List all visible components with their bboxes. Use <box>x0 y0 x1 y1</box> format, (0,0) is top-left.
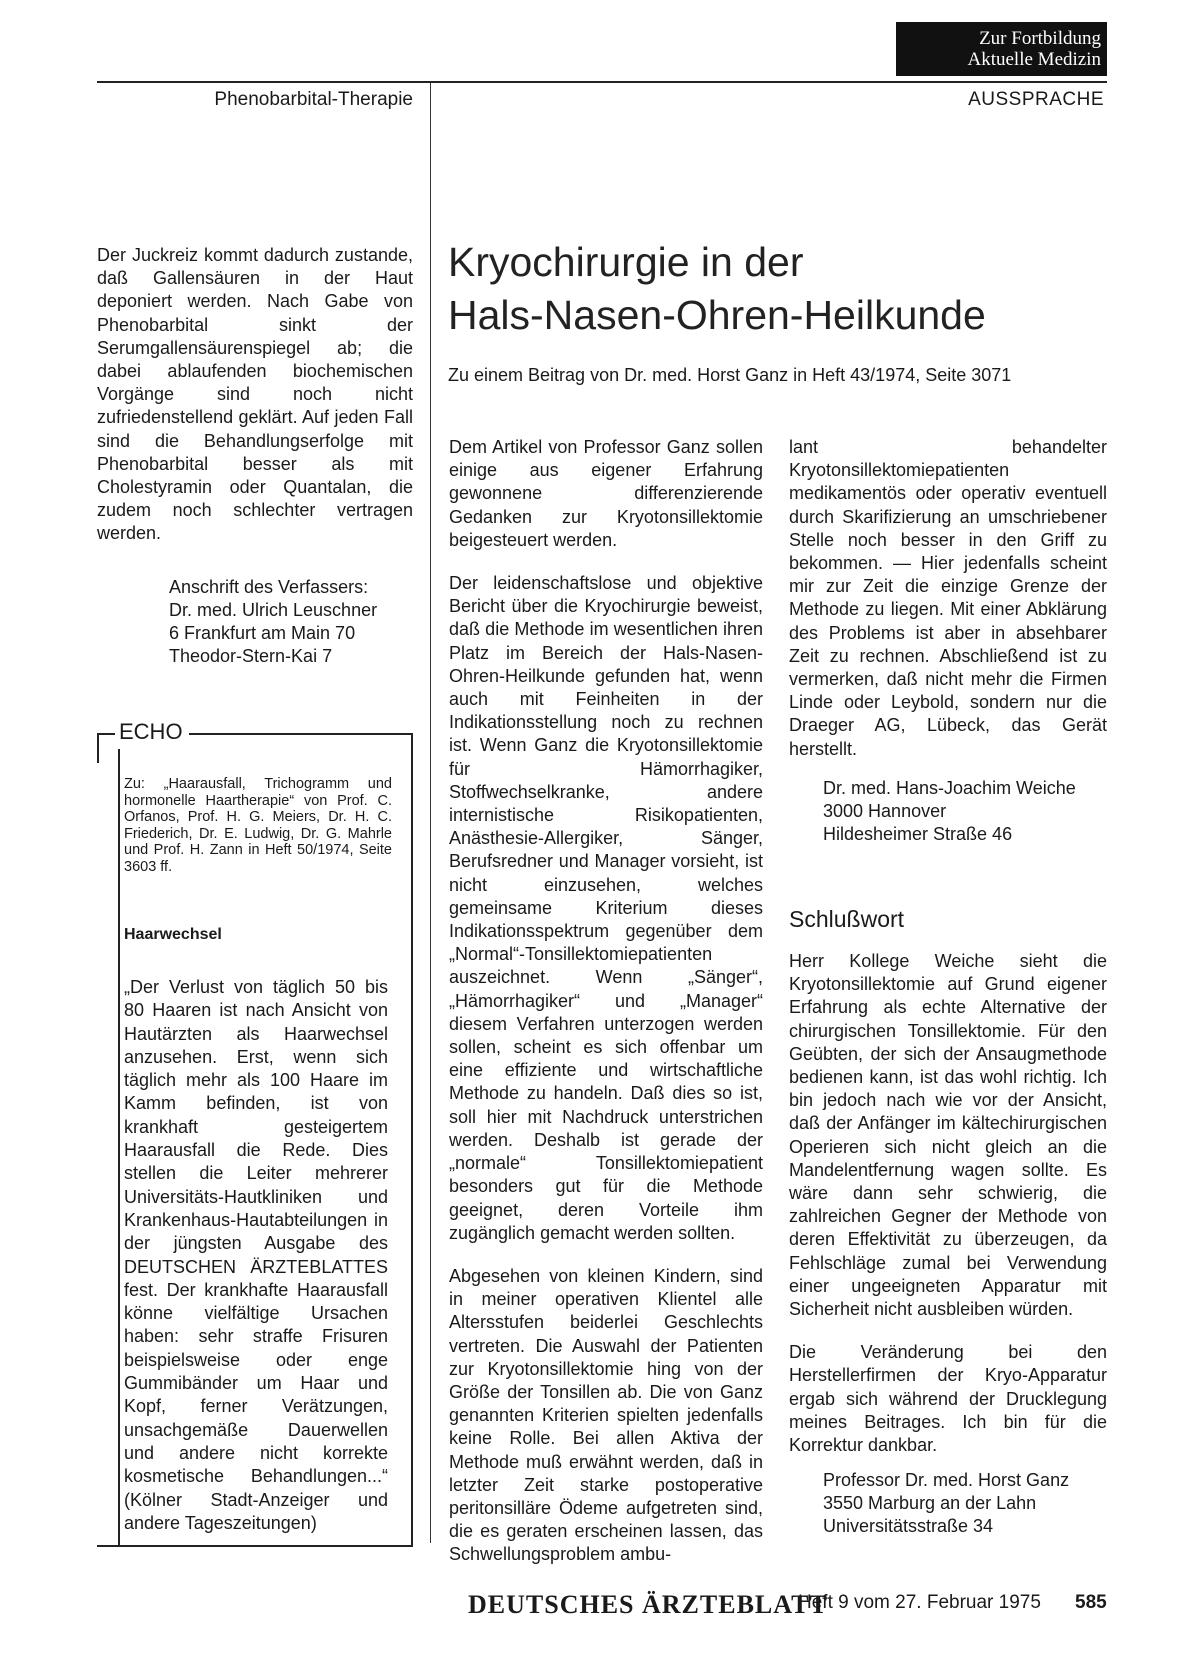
reply-author-address <box>789 777 1107 846</box>
schlusswort-paragraph: Herr Kollege Weiche sieht die Kryotonsillektomie auf Grund eigener Erfahrung als echte Alternative der chirurgischen Tonsillektomie. Für den Geübten, der sich der Ansaugmethode bedienen kann, ist das wohl richtig. Ich bin jedoch nach wie vor der Ansicht, daß der Anfänger im kältechirurgischen Operieren sich nicht gleich an die Mandelentfernung wagen sollte. Es wäre dann sehr schwierig, die zahlreichen Gegner der Methode von deren Effektivität zu überzeugen, da Fehlschläge zumal bei Verwendung einer ungeeigneten Apparatur mit Sicherheit nicht ausbleiben würden. <box>789 951 1107 1320</box>
schlusswort-heading: Schlußwort <box>789 906 905 932</box>
echo-heading: Haarwechsel <box>124 926 222 943</box>
address-line: 6 Frankfurt am Main 70 <box>169 622 356 643</box>
echo-reference: Zu: „Haarausfall, Trichogramm und hormonelle Haartherapie“ von Prof. C. Orfanos, Prof. H. G. Meiers, Dr. H. C. Friederich, Dr. E. Ludwig, Dr. G. Mahrle und Prof. H. Zann in Heft 50/1974, Seite 3603 ff. <box>124 776 392 875</box>
article-paragraph: Dem Artikel von Professor Ganz sollen einige aus eigener Erfahrung gewonnene differenzierende Gedanken zur Kryotonsillektomie beigesteuert werden. <box>449 437 763 550</box>
article-paragraph: lant behandelter Kryotonsillektomiepatienten medikamentös oder operativ eventuell durch Skarifizierung an umschriebener Stelle noch besser in den Griff zu bekommen. — Hier jedenfalls scheint mir zur Zeit die einzige Grenze der Methode zu liegen. Mit einer Abklärung des Problems ist aber in absehbarer Zeit zu rechnen. Abschließend ist zu vermerken, daß nicht mehr die Firmen Linde oder Leybold, sondern nur die Draeger AG, Lübeck, das Gerät herstellt. <box>789 437 1107 759</box>
article-title-line-1: Kryochirurgie in der <box>448 239 804 285</box>
address-line: 3000 Hannover <box>823 800 947 821</box>
left-author-address <box>97 576 413 668</box>
address-line: Anschrift des Verfassers: <box>169 576 369 597</box>
page-number: 585 <box>1075 1592 1107 1613</box>
section-label-left: Phenobarbital-Therapie <box>214 89 413 110</box>
article-subtitle: Zu einem Beitrag von Dr. med. Horst Ganz in Heft 43/1974, Seite 3071 <box>448 365 1012 385</box>
article-title <box>448 236 1088 342</box>
header-rule <box>97 81 1107 83</box>
address-line: 3550 Marburg an der Lahn <box>823 1493 1037 1514</box>
publication-name: DEUTSCHES ÄRZTEBLATT <box>468 1590 828 1619</box>
badge-line-2: Aktuelle Medizin <box>967 49 1101 70</box>
echo-label: ECHO <box>115 719 189 745</box>
left-column <box>97 244 413 668</box>
address-line: Hildesheimer Straße 46 <box>823 823 1013 844</box>
schlusswort-body <box>789 950 1107 1538</box>
schlusswort-paragraph: Die Veränderung bei den Herstellerfirmen der Kryo-Apparatur ergab sich während der Drucklegung meines Beitrages. Ich bin für die Korrektur dankbar. <box>789 1342 1107 1456</box>
section-label-right: AUSSPRACHE <box>968 89 1104 110</box>
issue-info: Heft 9 vom 27. Februar 1975 <box>798 1592 1041 1613</box>
schlusswort-author-address <box>789 1469 1107 1538</box>
address-line: Dr. med. Ulrich Leuschner <box>169 599 378 620</box>
echo-quote: „Der Verlust von täglich 50 bis 80 Haaren ist nach Ansicht von Hautärzten als Haarwechsel anzusehen. Erst, wenn sich täglich mehr als 100 Haare im Kamm befinden, ist von krankhaft gesteigertem Haarausfall die Rede. Dies stellen die Leiter mehrerer Universitäts-Hautkliniken und Krankenhaus-Hautabteilungen in der jüngsten Ausgabe des DEUTSCHEN ÄRZTEBLATTES fest. Der krankhafte Haarausfall könne vielfältige Ursachen haben: sehr straffe Frisuren beispielsweise oder enge Gummibänder um Haar und Kopf, ferner Verätzungen, unsachgemäße Dauerwellen und andere nicht korrekte kosmetische Behandlungen...“ (Kölner Stadt-Anzeiger und andere Tageszeitungen) <box>124 977 388 1533</box>
article-column-2 <box>789 436 1107 846</box>
address-line: Theodor-Stern-Kai 7 <box>169 645 333 666</box>
badge-line-1: Zur Fortbildung <box>979 28 1101 49</box>
column-divider <box>430 83 431 1543</box>
address-line: Professor Dr. med. Horst Ganz <box>823 1470 1070 1491</box>
article-title-line-2: Hals-Nasen-Ohren-Heilkunde <box>448 292 986 338</box>
article-paragraph: Der leidenschaftslose und objektive Bericht über die Kryochirurgie beweist, daß die Methode im wesentlichen ihren Platz im Bereich der Hals-Nasen-Ohren-Heilkunde gefunden hat, wenn auch mit Feinheiten in der Indikationsstellung noch zu rechnen ist. Wenn Ganz die Kryotonsillektomie für Hämorrhagiker, Stoffwechselkranke, andere internistische Risikopatienten, Anästhesie-Allergiker, Sänger, Berufsredner und Manager vorsieht, ist nicht einzusehen, welches gemeinsame Kriterium dieses Indikationsspektrum gegenüber dem „Normal“-Tonsillektomiepatienten auszeichnet. Wenn „Sänger“, „Hämorrhagiker“ und „Manager“ diesem Verfahren unterzogen werden sollen, scheint es sich offenbar um eine effiziente und wirtschaftliche Methode zu handeln. Daß dies so ist, soll hier mit Nachdruck unterstrichen werden. Deshalb ist gerade der „normale“ Tonsillektomiepatient besonders gut für die Methode geeignet, deren Vorteile ihm zugänglich gemacht werden sollten. <box>449 573 763 1243</box>
echo-box-corner <box>97 735 99 763</box>
article-column-1 <box>449 436 763 1567</box>
echo-box-left-border <box>118 749 120 1545</box>
address-line: Dr. med. Hans-Joachim Weiche <box>823 777 1076 798</box>
left-column-paragraph: Der Juckreiz kommt dadurch zustande, daß Gallensäuren in der Haut deponiert werden. Nach Gabe von Phenobarbital sinkt der Serumgallensäurenspiegel ab; die dabei ablaufenden biochemischen Vorgänge sind noch nicht zufriedenstellend geklärt. Auf jeden Fall sind die Behandlungserfolge mit Phenobarbital besser als mit Cholestyramin oder Quantalan, die zudem noch schlechter vertragen werden. <box>97 245 413 544</box>
category-badge <box>896 22 1107 76</box>
address-line: Universitätsstraße 34 <box>823 1516 994 1537</box>
article-paragraph: Abgesehen von kleinen Kindern, sind in meiner operativen Klientel alle Altersstufen beiderlei Geschlechts vertreten. Die Auswahl der Patienten zur Kryotonsillektomie hing von der Größe der Tonsillen ab. Die von Ganz genannten Kriterien spielten jedenfalls keine Rolle. Bei allen Aktiva der Methode muß erwähnt werden, daß in letzter Zeit starke postoperative peritonsilläre Ödeme aufgetreten sind, die es geraten erscheinen lassen, das Schwellungsproblem ambu- <box>449 1265 763 1565</box>
